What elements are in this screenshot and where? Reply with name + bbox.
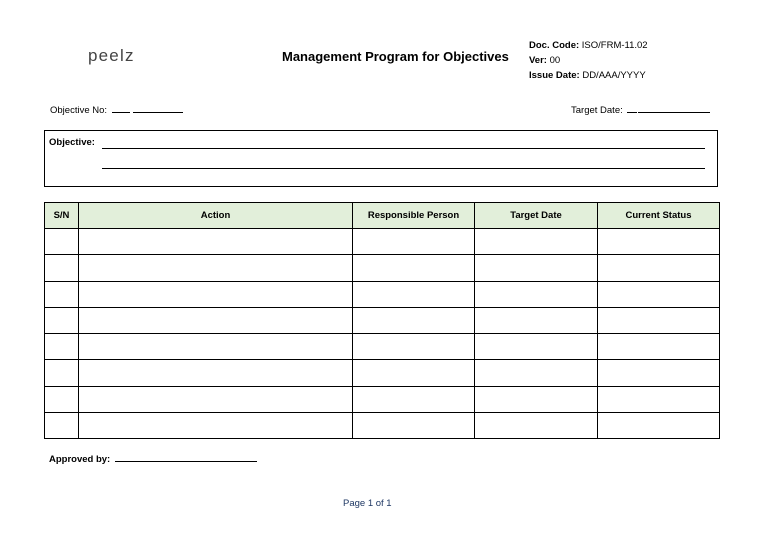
cell-sn[interactable] — [45, 386, 79, 412]
cell-sn[interactable] — [45, 334, 79, 360]
column-header-target-date: Target Date — [475, 203, 598, 229]
table-row — [45, 307, 720, 333]
column-header-current-status: Current Status — [598, 203, 720, 229]
issue-date-label: Issue Date: — [529, 70, 580, 81]
actions-table — [44, 202, 720, 439]
cell-sn[interactable] — [45, 307, 79, 333]
version — [529, 53, 648, 68]
objective-no-blank[interactable] — [133, 103, 183, 113]
cell-current-status[interactable] — [598, 360, 720, 386]
cell-responsible-person[interactable] — [353, 360, 475, 386]
cell-sn[interactable] — [45, 413, 79, 439]
approved-by-label: Approved by: — [49, 454, 111, 465]
doc-code-label: Doc. Code: — [529, 40, 580, 51]
issue-date-value: DD/AAA/YYYY — [582, 70, 646, 81]
page-number: Page 1 of 1 — [343, 498, 392, 509]
cell-current-status[interactable] — [598, 386, 720, 412]
column-header-responsible-person: Responsible Person — [353, 203, 475, 229]
cell-sn[interactable] — [45, 255, 79, 281]
column-header-sn: S/N — [45, 203, 79, 229]
approved-by-field — [49, 452, 257, 465]
doc-code — [529, 38, 648, 53]
cell-action[interactable] — [79, 334, 353, 360]
objective-no-label: Objective No: — [50, 105, 108, 116]
target-date-field — [571, 103, 710, 116]
cell-sn[interactable] — [45, 360, 79, 386]
cell-current-status[interactable] — [598, 413, 720, 439]
column-header-action: Action — [79, 203, 353, 229]
table-row — [45, 255, 720, 281]
cell-current-status[interactable] — [598, 307, 720, 333]
cell-current-status[interactable] — [598, 334, 720, 360]
cell-responsible-person[interactable] — [353, 255, 475, 281]
document-meta — [529, 38, 648, 83]
objective-no-field — [50, 103, 183, 116]
table-row — [45, 386, 720, 412]
target-date-blank-short[interactable] — [627, 103, 637, 113]
table-row — [45, 229, 720, 255]
cell-action[interactable] — [79, 229, 353, 255]
objective-line-1[interactable] — [102, 148, 705, 149]
table-row — [45, 334, 720, 360]
cell-responsible-person[interactable] — [353, 386, 475, 412]
version-value: 00 — [549, 55, 561, 66]
objective-box — [44, 130, 718, 187]
company-logo: peelz — [88, 46, 135, 65]
cell-sn[interactable] — [45, 229, 79, 255]
table-row — [45, 281, 720, 307]
cell-current-status[interactable] — [598, 255, 720, 281]
target-date-label: Target Date: — [571, 105, 623, 116]
cell-target-date[interactable] — [475, 229, 598, 255]
objective-line-2[interactable] — [102, 168, 705, 169]
cell-current-status[interactable] — [598, 229, 720, 255]
table-body — [45, 229, 720, 439]
table-header-row — [45, 203, 720, 229]
doc-code-value: ISO/FRM-11.02 — [581, 40, 648, 51]
objective-label: Objective: — [49, 137, 95, 148]
cell-action[interactable] — [79, 255, 353, 281]
cell-action[interactable] — [79, 360, 353, 386]
cell-target-date[interactable] — [475, 386, 598, 412]
document-title: Management Program for Objectives — [282, 49, 509, 64]
cell-responsible-person[interactable] — [353, 413, 475, 439]
cell-target-date[interactable] — [475, 360, 598, 386]
cell-target-date[interactable] — [475, 413, 598, 439]
version-label: Ver: — [529, 55, 547, 66]
cell-target-date[interactable] — [475, 255, 598, 281]
cell-current-status[interactable] — [598, 281, 720, 307]
objective-no-blank-short[interactable] — [112, 103, 130, 113]
target-date-blank[interactable] — [638, 103, 710, 113]
cell-target-date[interactable] — [475, 334, 598, 360]
cell-sn[interactable] — [45, 281, 79, 307]
approved-by-blank[interactable] — [115, 452, 257, 462]
cell-action[interactable] — [79, 307, 353, 333]
cell-responsible-person[interactable] — [353, 229, 475, 255]
cell-action[interactable] — [79, 386, 353, 412]
cell-responsible-person[interactable] — [353, 334, 475, 360]
cell-action[interactable] — [79, 413, 353, 439]
cell-target-date[interactable] — [475, 307, 598, 333]
cell-target-date[interactable] — [475, 281, 598, 307]
cell-action[interactable] — [79, 281, 353, 307]
table-row — [45, 360, 720, 386]
table-row — [45, 413, 720, 439]
cell-responsible-person[interactable] — [353, 281, 475, 307]
cell-responsible-person[interactable] — [353, 307, 475, 333]
issue-date — [529, 68, 648, 83]
